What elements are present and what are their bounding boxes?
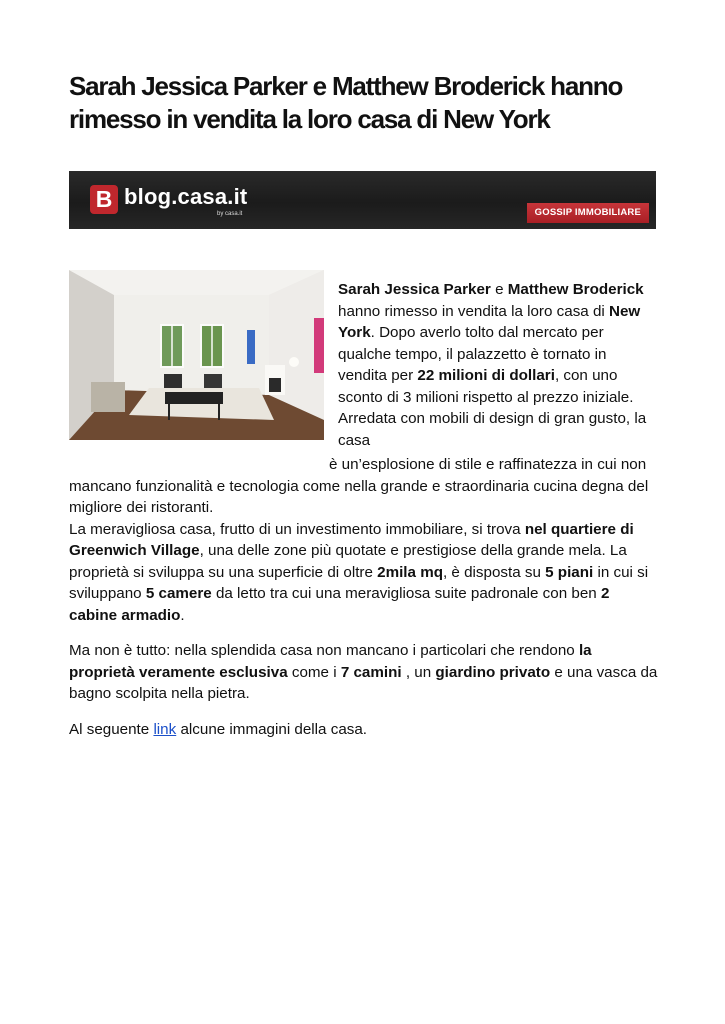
closets: 2 cabine armadio: [69, 585, 610, 624]
city-name: New York: [338, 302, 641, 341]
bedrooms: 5 camere: [145, 585, 212, 602]
images-link[interactable]: link: [153, 720, 177, 738]
exclusive: la proprietà veramente esclusiva: [69, 642, 592, 681]
name-mb: Matthew Broderick: [507, 281, 644, 298]
text-span: , una delle zone più quotate e prestigiose della grande mela. La proprietà si sviluppa su una superficie di oltre: [69, 542, 627, 581]
intro-column: [338, 279, 650, 451]
text-span: La meravigliosa casa, frutto di un investimento immobiliare, si trova: [69, 520, 525, 538]
text-span: Al seguente: [69, 720, 154, 738]
text-span: come i: [287, 663, 341, 681]
price: 22 milioni di dollari: [417, 367, 555, 384]
surface: 2mila mq: [377, 563, 443, 581]
text-span: , è disposta su: [442, 563, 546, 581]
text-span: alcune immagini della casa.: [176, 720, 368, 738]
text-span: , con uno sconto di 3 milioni rispetto al prezzo iniziale. Arredata con mobili di design di gran gusto, la casa: [338, 367, 647, 449]
category-tag[interactable]: GOSSIP IMMOBILIARE: [527, 203, 649, 223]
neighborhood: nel quartiere di Greenwich Village: [69, 520, 634, 559]
living-room-photo-icon: [69, 270, 324, 440]
article-body: [69, 454, 659, 740]
paragraph-features: [69, 640, 659, 705]
text-span: in cui si sviluppano: [69, 563, 649, 602]
intro-paragraph: [338, 279, 650, 451]
paragraph-location: [69, 519, 659, 627]
text-span: e: [490, 281, 508, 298]
text-span: hanno rimesso in vendita la loro casa di: [338, 302, 609, 320]
logo-byline: by casa.it: [217, 211, 243, 217]
blog-logo-icon: B: [90, 185, 118, 214]
text-span: . Dopo averlo tolto dal mercato per qualche tempo, il palazzetto è tornato in vendita per: [338, 324, 607, 384]
fireplaces: 7 camini: [340, 663, 402, 681]
name-sjp: Sarah Jessica Parker: [338, 281, 491, 298]
text-span: da letto tra cui una meravigliosa suite padronale con ben: [211, 585, 601, 602]
blog-banner[interactable]: [69, 171, 656, 229]
floors: 5 piani: [545, 563, 594, 581]
article-title: Sarah Jessica Parker e Matthew Broderick hanno rimesso in vendita la loro casa di New York: [69, 71, 623, 134]
text-span: Ma non è tutto: nella splendida casa non mancano i particolari che rendono: [69, 642, 579, 659]
intro-continuation: è un’esplosione di stile e raffinatezza in cui non mancano funzionalità e tecnologia come nella grande e straordinaria cucina degna del migliore dei ristoranti.: [69, 456, 649, 516]
text-span: , un: [401, 663, 436, 681]
garden: giardino privato: [435, 663, 551, 681]
text-span: e una vasca da bagno scolpita nella pietra.: [69, 663, 658, 702]
text-span: .: [180, 606, 185, 624]
blog-logo-text: blog.casa.it: [124, 184, 248, 209]
paragraph-link: [69, 719, 659, 741]
